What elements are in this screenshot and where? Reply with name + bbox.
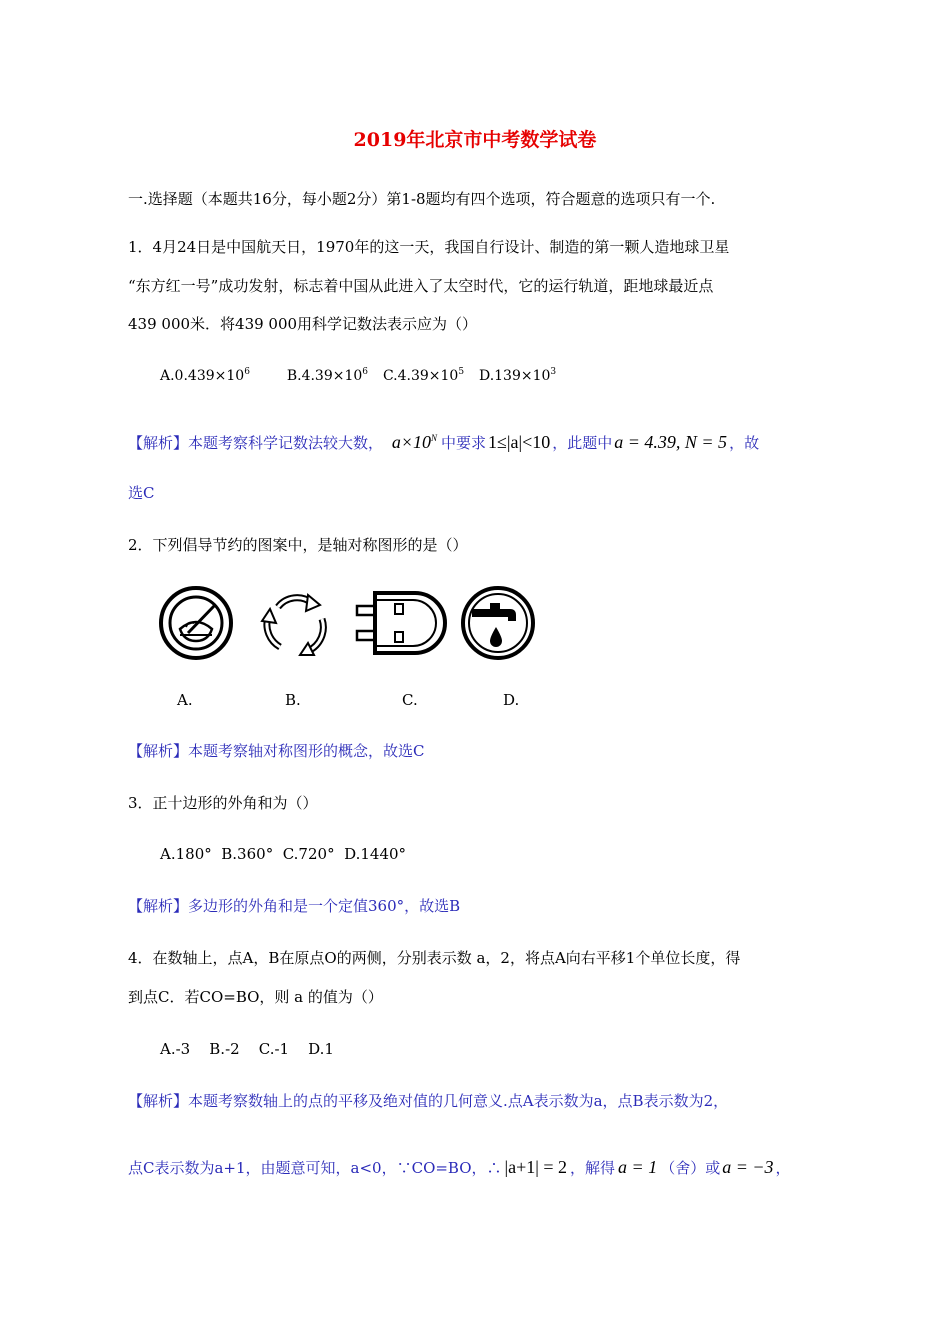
recycle-arrows-icon[interactable] [256, 585, 334, 663]
q3-options[interactable]: A.180° B.360° C.720° D.1440° [160, 845, 407, 863]
q2-label-b[interactable]: B. [285, 691, 301, 709]
formula: a = −3 [722, 1157, 774, 1177]
analysis-text: 本题考察科学记数法较大数， [188, 434, 384, 452]
analysis-label: 【解析】 [128, 742, 189, 760]
q2-label-c[interactable]: C. [402, 691, 418, 709]
analysis-text: 本题考察数轴上的点的平移及绝对值的几何意义.点A表示数为a，点B表示数为2， [188, 1092, 729, 1110]
q2-label-d[interactable]: D. [503, 691, 520, 709]
q2-stem: 2．下列倡导节约的图案中，是轴对称图形的是（） [128, 536, 468, 554]
q1-analysis: 【解析】本题考察科学记数法较大数， $a\times 10^N$ 中要求 1≤|a|<10 ，此题中 a = 4.39, N = 5 ，故 [128, 432, 760, 452]
q4-analysis [128, 1091, 728, 1111]
q4-line1: 4．在数轴上，点A，B在原点O的两侧，分别表示数 a，2，将点A向右平移1个单位长度，得 [128, 949, 741, 967]
q3-stem: 3．正十边形的外角和为（） [128, 794, 318, 812]
analysis-text: 多边形的外角和是一个定值360°，故选B [188, 897, 461, 915]
page-title: 2019年北京市中考数学试卷 [353, 129, 597, 151]
q4-analysis-line2: 点C表示数为a+1，由题意可知，a<0，∵CO=BO，∴ |a+1| = 2 ，解得 a = 1 （舍）或 a = −3 ， [128, 1157, 791, 1177]
analysis-label: 【解析】 [128, 897, 189, 915]
q2-analysis [128, 741, 425, 761]
formula: $a\times 10^N$ [391, 432, 437, 452]
q1-option-b[interactable]: $B.4.39\times 10^6$ [286, 367, 369, 384]
q4-line2: 到点C．若CO=BO，则 a 的值为（） [128, 988, 383, 1006]
q3-analysis [128, 896, 460, 916]
formula: |a+1| = 2 [504, 1157, 568, 1177]
q1-line2: “东方红一号”成功发射，标志着中国从此进入了太空时代，它的运行轨道，距地球最近点 [128, 277, 714, 295]
plug-icon[interactable] [355, 588, 451, 658]
q1-line3: 439 000米．将439 000用科学记数法表示应为（） [128, 315, 478, 333]
no-waste-bowl-icon[interactable] [158, 585, 234, 661]
section-heading: 一.选择题（本题共16分，每小题2分）第1-8题均有四个选项，符合题意的选项只有一个. [128, 190, 716, 208]
q1-option-c[interactable]: $C.4.39\times 10^5$ [382, 367, 465, 384]
analysis-label: 【解析】 [128, 434, 189, 452]
formula: 1≤|a|<10 [488, 432, 551, 452]
q1-option-a[interactable]: $A.0.439\times 10^6$ [160, 367, 250, 384]
formula: a = 4.39, N = 5 [614, 432, 728, 452]
water-faucet-icon[interactable] [460, 585, 536, 661]
q1-analysis-line2: 选C [128, 484, 155, 502]
formula: a = 1 [618, 1157, 658, 1177]
q2-label-a[interactable]: A. [177, 691, 193, 709]
q1-option-d[interactable]: $D.139\times 10^3$ [478, 367, 557, 384]
q1-options [160, 366, 556, 386]
analysis-label: 【解析】 [128, 1092, 189, 1110]
analysis-text: 本题考察轴对称图形的概念，故选C [188, 742, 425, 760]
q1-line1: 1．4月24日是中国航天日，1970年的这一天，我国自行设计、制造的第一颗人造地球卫星 [128, 238, 730, 256]
q4-options[interactable]: A.-3 B.-2 C.-1 D.1 [160, 1040, 334, 1058]
